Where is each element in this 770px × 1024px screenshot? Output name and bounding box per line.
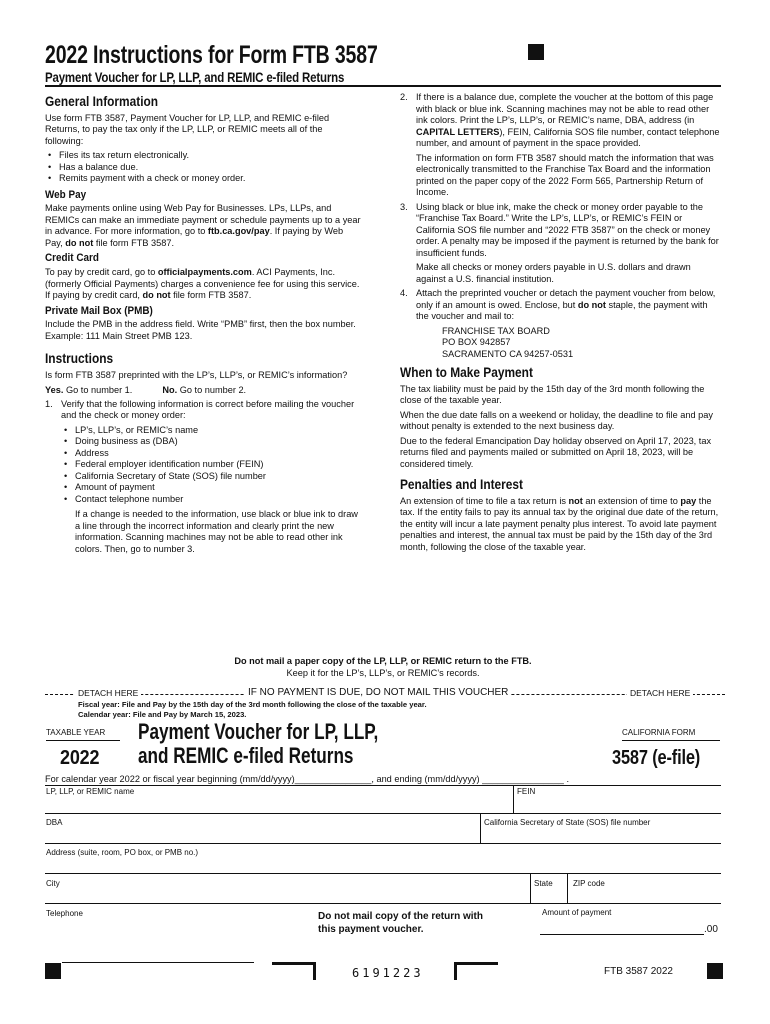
right-column	[400, 92, 722, 556]
step-3: 3. Using black or blue ink, make the check or money order payable to the “Franchise Tax Board.” Write the LP’s, LLP’s, or REMIC’s FEIN or California SOS file number and “2022 FTB 3587” on the check or money order. A penalty may be imposed if the payment is returned by the bank for insufficient funds. Make all checks or money orders payable in U.S. dollars and drawn against a U.S. financial institution.	[400, 201, 719, 284]
when-p1: The tax liability must be paid by the 15th day of the 3rd month following the close of the taxable year.	[400, 383, 705, 405]
instructions-question: Is form FTB 3587 preprinted with the LP’s, LLP’s, or REMIC’s information?	[45, 369, 348, 380]
footer-form-id: FTB 3587 2022	[604, 966, 673, 977]
yes-option: Yes. Go to number 1.	[45, 385, 133, 396]
when-to-pay-heading: When to Make Payment	[400, 364, 533, 380]
official-payments-link[interactable]: officialpayments.com	[157, 267, 252, 277]
penalties-heading: Penalties and Interest	[400, 476, 524, 492]
detach-center-label: IF NO PAYMENT IS DUE, DO NOT MAIL THIS VOUCHER	[245, 687, 511, 700]
list-item: • Amount of payment	[61, 482, 363, 494]
period-line: For calendar year 2022 or fiscal year beginning (mm/dd/yyyy)_______________, and ending (mm/dd/yyyy) ________________ .	[45, 774, 570, 784]
list-item: • LP’s, LLP’s, or REMIC’s name	[61, 425, 363, 437]
mail-notice	[45, 656, 721, 679]
sos-field[interactable]	[484, 828, 720, 842]
web-pay-text: Make payments online using Web Pay for Businesses. LPs, LLPs, and REMICs can make an immediate payment or schedule payments up to a year in advance. For more information, go to ftb.ca.gov/pay. If paying by Web Pay, do not file form FTB 3587.	[45, 203, 361, 248]
barcode-number: 6191223	[352, 966, 424, 980]
zip-field-label: ZIP code	[573, 879, 605, 888]
general-information-heading: General Information	[45, 93, 159, 109]
list-item: • California Secretary of State (SOS) file number	[61, 471, 363, 483]
dba-field-label: DBA	[46, 818, 63, 827]
credit-card-heading: Credit Card	[45, 252, 99, 265]
tax-year: 2022	[60, 747, 100, 769]
yes-no-row	[45, 385, 363, 397]
zip-field[interactable]	[573, 889, 719, 902]
steps-right	[400, 92, 722, 360]
amount-field-label: Amount of payment	[542, 908, 612, 917]
address-field-label: Address (suite, room, PO box, or PMB no.)	[46, 848, 199, 857]
name-field-label: LP, LLP, or REMIC name	[46, 787, 135, 796]
general-intro: Use form FTB 3587, Payment Voucher for LP, LLP, and REMIC e-filed Returns, to pay the tax only if the LP, LLP, or REMIC meets all of the following:	[45, 112, 330, 146]
credit-card-text: To pay by credit card, go to officialpayments.com. ACI Payments, Inc. (formerly Official Payments) charges a convenience fee for using this service. If paying by credit card, do not file form FTB 3587.	[45, 267, 360, 300]
state-field[interactable]	[534, 889, 564, 902]
web-pay-heading: Web Pay	[45, 188, 87, 201]
detach-line	[45, 687, 725, 701]
fein-field-label: FEIN	[517, 787, 536, 796]
city-field-label: City	[46, 879, 60, 888]
voucher-notes	[78, 700, 427, 720]
dba-field[interactable]	[46, 828, 476, 842]
mail-notice-line1: Do not mail a paper copy of the LP, LLP, or REMIC return to the FTB.	[234, 656, 532, 666]
corner-bracket-left	[272, 962, 316, 980]
no-option: No. Go to number 2.	[162, 385, 247, 396]
registration-mark	[707, 963, 723, 979]
step-1-after: If a change is needed to the information, use black or blue ink to draw a line through the incorrect information and clearly print the new information. Scanning machines may not be able to read other ink colors. Then, go to number 3.	[75, 509, 358, 554]
voucher-title: Payment Voucher for LP, LLP, and REMIC e-filed Returns	[138, 719, 379, 769]
list-item: • Doing business as (DBA)	[61, 436, 363, 448]
registration-mark	[45, 963, 61, 979]
when-p2: When the due date falls on a weekend or holiday, the deadline to file and pay without penalty is extended to the next business day.	[400, 409, 713, 431]
do-not-mail-note: Do not mail copy of the return with this payment voucher.	[318, 911, 483, 935]
list-item: • Address	[61, 448, 363, 460]
fein-field[interactable]	[517, 797, 717, 811]
name-field[interactable]	[46, 797, 510, 811]
step-2: 2. If there is a balance due, complete the voucher at the bottom of this page with black or blue ink. Scanning machines may not be able to read other ink colors. Print the LP’s, LLP’s, or REMIC’s name, DBA, address (in CAPITAL LETTERS), FEIN, California SOS file number, contact telephone number, and amount of payment in the space provided. The information on form FTB 3587 should match the information that was electronically transmitted to the Franchise Tax Board and the information printed on the paper copy of the 2022 Form 565, Partnership Return of Income.	[400, 92, 720, 197]
page-subtitle: Payment Voucher for LP, LLP, and REMIC e-filed Returns	[45, 69, 345, 85]
list-item: • Federal employer identification number (FEIN)	[61, 459, 363, 471]
sos-field-label: California Secretary of State (SOS) file number	[484, 818, 651, 827]
amount-cents: .00	[704, 924, 718, 935]
telephone-field[interactable]	[46, 920, 276, 934]
steps-left	[45, 399, 363, 556]
mailing-address: FRANCHISE TAX BOARD PO BOX 942857 SACRAMENTO CA 94257-0531	[442, 325, 574, 359]
form-number: 3587 (e-file)	[612, 747, 701, 769]
list-item: • Files its tax return electronically.	[45, 150, 363, 162]
telephone-field-label: Telephone	[46, 909, 83, 918]
detach-right-label: DETACH HERE	[627, 688, 693, 699]
state-field-label: State	[534, 879, 553, 888]
fiscal-year-note: Fiscal year: File and Pay by the 15th day of the 3rd month following the close of the taxable year.	[78, 700, 427, 709]
left-column	[45, 90, 363, 558]
address-field[interactable]	[46, 858, 720, 872]
list-item: • Contact telephone number	[61, 494, 363, 506]
corner-bracket-right	[454, 962, 498, 980]
step-4: 4. Attach the preprinted voucher or detach the payment voucher from below, only if an amount is owed. Enclose, but do not staple, the payment with the voucher and mail to: FRANCHISE TAX BOARD PO BOX 942857 SACRAMENTO CA 94257-0531	[400, 288, 722, 360]
registration-mark	[528, 44, 544, 60]
page-title: 2022 Instructions for Form FTB 3587	[45, 41, 378, 69]
taxable-year-label: TAXABLE YEAR	[46, 728, 120, 741]
calendar-year-note: Calendar year: File and Pay by March 15, 2023.	[78, 709, 247, 719]
step-1: 1. Verify that the following information is correct before mailing the voucher and the check or money order: • LP’s, LLP’s, or REMIC’s name • Doing business as (DBA) • Address • Federal employer identification number (FEIN) • California Secretary of State (SOS) file number • Amount of payment • Contact telephone number If a change is needed to the information, use black or blue ink to draw a line through the incorrect information and clearly print the new information. Scanning machines may not be able to read other ink colors. Then, go to number 3.	[45, 399, 363, 556]
city-field[interactable]	[46, 889, 526, 902]
pmb-text: Include the PMB in the address field. Write “PMB” first, then the box number. Example: 111 Main Street PMB 123.	[45, 319, 356, 341]
pmb-heading: Private Mail Box (PMB)	[45, 304, 153, 317]
detach-left-label: DETACH HERE	[75, 688, 141, 699]
amount-field[interactable]	[540, 922, 704, 935]
instructions-heading: Instructions	[45, 350, 114, 367]
penalties-text: An extension of time to file a tax return is not an extension of time to pay the tax. If the entity fails to pay its annual tax by the original due date of the return, the entity will incur a late payment penalty plus interest. To avoid late payment penalties and interest, the annual tax must be paid by the 15th day of the 3rd month, following the close of the taxable year.	[400, 495, 719, 552]
mail-notice-line2: Keep it for the LP’s, LLP’s, or REMIC’s records.	[286, 667, 480, 678]
california-form-label: CALIFORNIA FORM	[622, 728, 720, 741]
header-rule	[45, 85, 721, 87]
web-pay-link[interactable]: ftb.ca.gov/pay	[207, 226, 270, 237]
when-p3: Due to the federal Emancipation Day holiday observed on April 17, 2023, tax returns filed and payments mailed or submitted on April 18, 2023, will be considered timely.	[400, 435, 712, 469]
list-item: • Remits payment with a check or money order.	[45, 173, 363, 185]
step-1-bullets	[61, 425, 363, 506]
general-bullets	[45, 150, 363, 185]
list-item: • Has a balance due.	[45, 162, 363, 174]
